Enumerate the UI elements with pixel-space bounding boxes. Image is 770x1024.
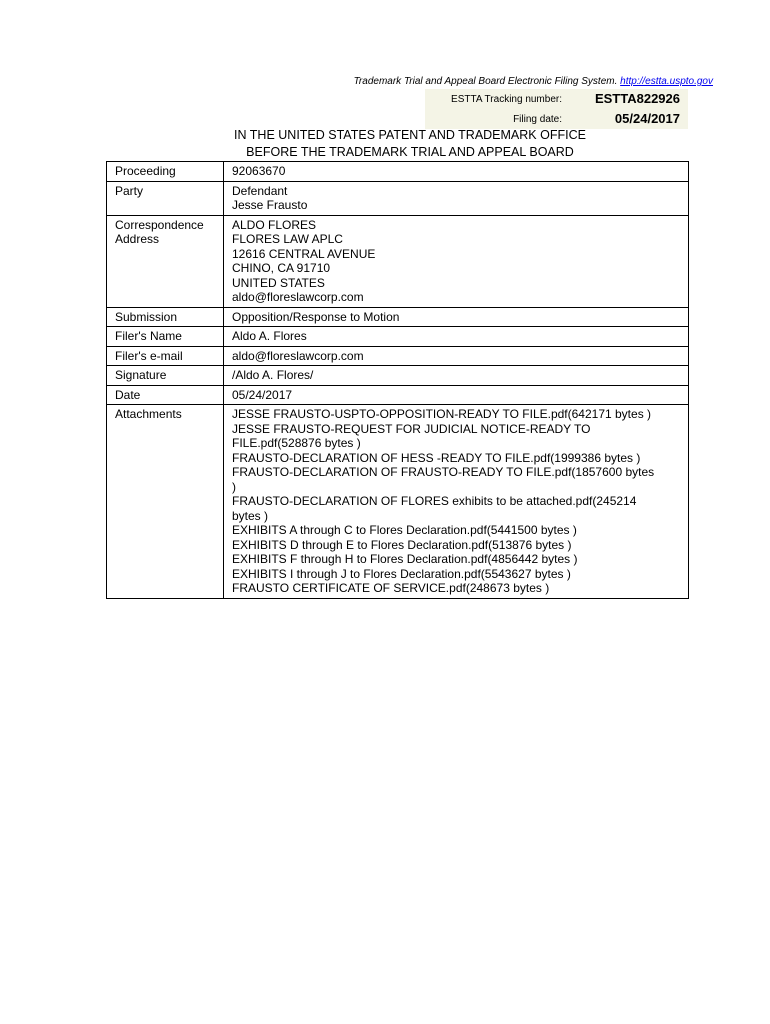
table-row <box>107 346 689 366</box>
row-value-line: CHINO, CA 91710 <box>232 261 331 275</box>
row-value <box>224 327 689 347</box>
row-value-line: /Aldo A. Flores/ <box>232 368 314 382</box>
row-label: Correspondence Address <box>107 215 224 307</box>
tracking-number-label: ESTTA Tracking number: <box>451 94 562 105</box>
row-value-line: EXHIBITS F through H to Flores Declaration.pdf(4856442 bytes ) <box>232 552 578 566</box>
row-value-line: bytes ) <box>232 508 269 523</box>
row-value <box>224 162 689 182</box>
row-value <box>224 385 689 405</box>
filing-details-table <box>106 161 689 599</box>
row-label: Proceeding <box>107 162 224 182</box>
row-value-line: JESSE FRAUSTO-REQUEST FOR JUDICIAL NOTICE-READY TO <box>232 421 591 436</box>
filing-date-label: Filing date: <box>513 114 562 125</box>
table-row <box>107 366 689 386</box>
page-title-line-1: IN THE UNITED STATES PATENT AND TRADEMARK OFFICE <box>234 128 586 142</box>
row-value-line: Aldo A. Flores <box>232 329 307 343</box>
row-value-line: FRAUSTO-DECLARATION OF FLORES exhibits to be attached.pdf(245214 <box>232 494 637 508</box>
row-value-line: 92063670 <box>232 164 286 178</box>
row-value-line: ) <box>232 479 236 494</box>
row-value-line: Opposition/Response to Motion <box>232 309 400 324</box>
row-value-line: 12616 CENTRAL AVENUE <box>232 246 376 261</box>
row-value-line: FRAUSTO-DECLARATION OF HESS -READY TO FILE.pdf(1999386 bytes ) <box>232 450 641 465</box>
row-label: Signature <box>107 366 224 386</box>
estta-system-text: Trademark Trial and Appeal Board Electronic Filing System. <box>353 76 618 87</box>
table-row <box>107 327 689 347</box>
filing-date-row <box>425 109 688 129</box>
row-value-line: Jesse Frausto <box>232 198 308 212</box>
row-value-line: FLORES LAW APLC <box>232 232 343 246</box>
row-label: Filer's Name <box>107 327 224 347</box>
row-value <box>224 405 689 599</box>
table-row <box>107 162 689 182</box>
row-value-line: aldo@floreslawcorp.com <box>232 348 364 363</box>
row-value <box>224 307 689 327</box>
row-value-line: JESSE FRAUSTO-USPTO-OPPOSITION-READY TO FILE.pdf(642171 bytes ) <box>232 407 652 421</box>
row-value-line: FILE.pdf(528876 bytes ) <box>232 436 361 450</box>
tracking-number-row <box>425 89 688 109</box>
table-row <box>107 181 689 215</box>
row-value-line: FRAUSTO CERTIFICATE OF SERVICE.pdf(248673 bytes ) <box>232 581 550 595</box>
table-row <box>107 307 689 327</box>
row-value-line: Defendant <box>232 183 288 198</box>
row-label: Submission <box>107 307 224 327</box>
tracking-box <box>425 89 688 129</box>
row-value <box>224 181 689 215</box>
filing-date-value: 05/24/2017 <box>614 111 680 126</box>
row-value-line: EXHIBITS D through E to Flores Declaration.pdf(513876 bytes ) <box>232 537 572 552</box>
row-value <box>224 215 689 307</box>
row-label: Attachments <box>107 405 224 599</box>
row-value-line: FRAUSTO-DECLARATION OF FRAUSTO-READY TO FILE.pdf(1857600 bytes <box>232 465 655 479</box>
row-value-line: EXHIBITS A through C to Flores Declaration.pdf(5441500 bytes ) <box>232 523 577 537</box>
page-title-line-2: BEFORE THE TRADEMARK TRIAL AND APPEAL BOARD <box>246 145 574 159</box>
estta-link[interactable]: http://estta.uspto.gov <box>620 76 713 87</box>
table-row <box>107 215 689 307</box>
row-label: Party <box>107 181 224 215</box>
row-label: Date <box>107 385 224 405</box>
table-row <box>107 385 689 405</box>
row-value-line: EXHIBITS I through J to Flores Declaration.pdf(5543627 bytes ) <box>232 566 571 581</box>
row-value-line: UNITED STATES <box>232 275 325 290</box>
row-value-line: ALDO FLORES <box>232 217 317 232</box>
table-row <box>107 405 689 599</box>
row-value <box>224 366 689 386</box>
row-value-line: 05/24/2017 <box>232 387 293 402</box>
row-value <box>224 346 689 366</box>
estta-system-line <box>0 76 713 87</box>
row-value-line: aldo@floreslawcorp.com <box>232 290 364 304</box>
row-label: Filer's e-mail <box>107 346 224 366</box>
tracking-number-value: ESTTA822926 <box>594 91 680 106</box>
